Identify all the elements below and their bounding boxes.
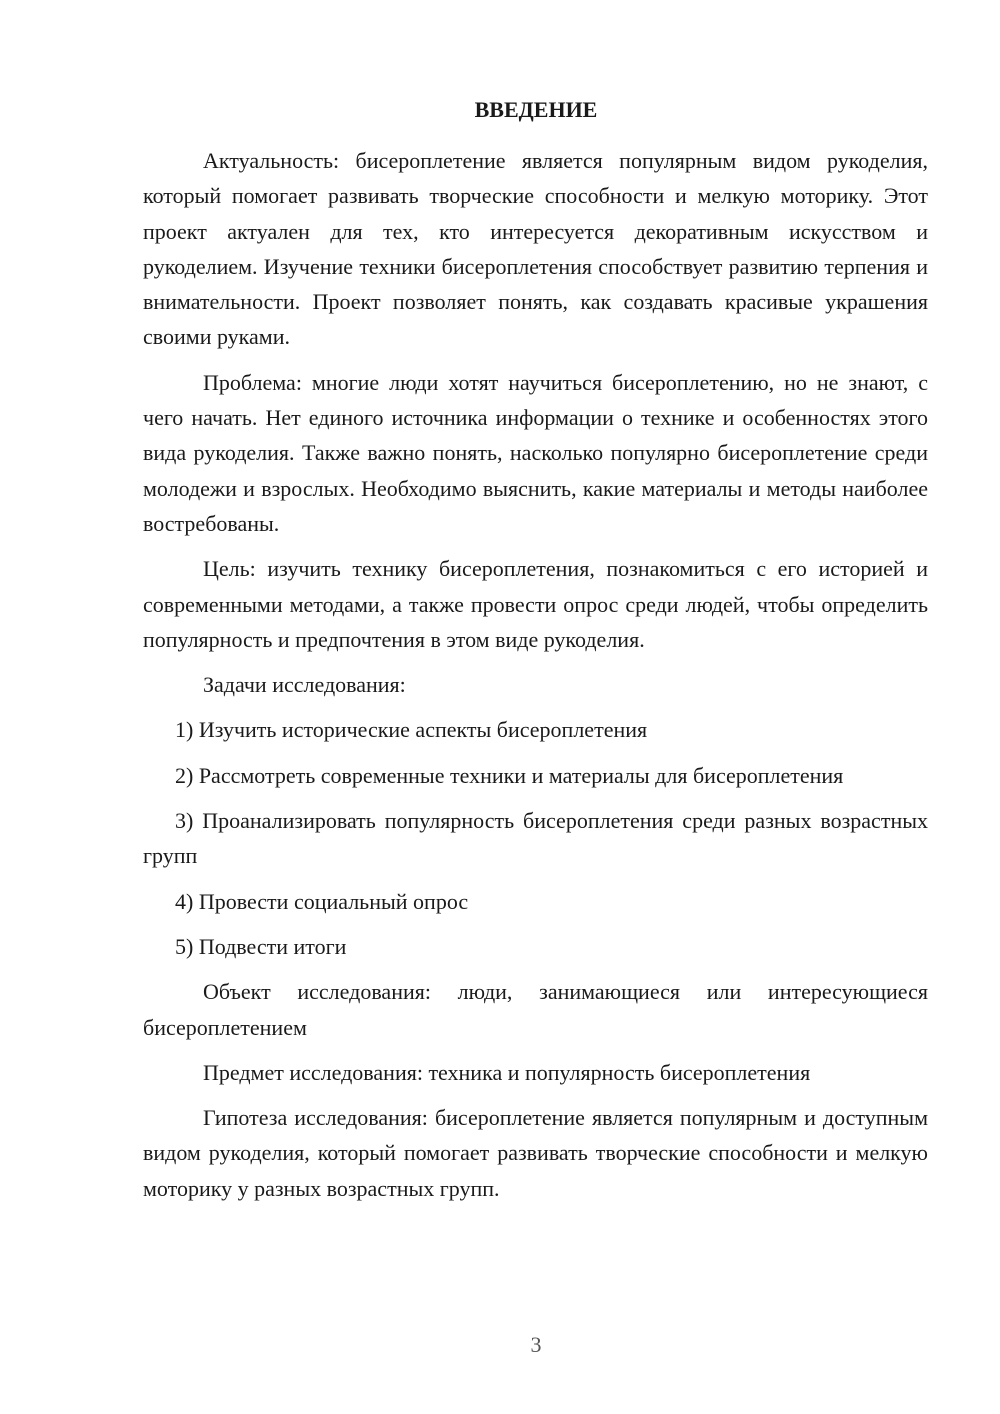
task-item: 3) Проанализировать популярность бисероплетения среди разных возрастных групп [143, 808, 928, 869]
task-item: 4) Провести социальный опрос [175, 888, 469, 914]
paragraph-subject: Предмет исследования: техника и популярность бисероплетения [203, 1059, 811, 1085]
paragraph-tasks-heading: Задачи исследования: [203, 672, 406, 698]
task-item: 5) Подвести итоги [175, 933, 347, 959]
task-item: 2) Рассмотреть современные техники и материалы для бисероплетения [175, 762, 844, 788]
paragraph-hypothesis: Гипотеза исследования: бисероплетение является популярным и доступным видом рукоделия, который помогает развивать творческие способности и мелкую моторику у разных возрастных групп. [143, 1105, 928, 1201]
document-body [143, 143, 928, 1216]
paragraph-problem: Проблема: многие люди хотят научиться бисероплетению, но не знают, с чего начать. Нет единого источника информации о технике и особенностях этого вида рукоделия. Также важно понять, насколько популярно бисероплетение среди молодежи и взрослых. Необходимо выяснить, какие материалы и методы наиболее востребованы. [143, 369, 928, 536]
task-item: 1) Изучить исторические аспекты бисероплетения [175, 717, 648, 743]
page-title: ВВЕДЕНИЕ [474, 97, 598, 122]
paragraph-object: Объект исследования: люди, занимающиеся или интересующиеся бисероплетением [143, 979, 928, 1040]
paragraph-relevance: Актуальность: бисероплетение является популярным видом рукоделия, который помогает развивать творческие способности и мелкую моторику. Этот проект актуален для тех, кто интересуется декоративным искусством и рукоделием. Изучение техники бисероплетения способствует развитию терпения и внимательности. Проект позволяет понять, как создавать красивые украшения своими руками. [143, 148, 928, 350]
paragraph-goal: Цель: изучить технику бисероплетения, познакомиться с его историей и современными методами, а также провести опрос среди людей, чтобы определить популярность и предпочтения в этом виде рукоделия. [143, 556, 928, 652]
page-number: 3 [530, 1332, 542, 1357]
